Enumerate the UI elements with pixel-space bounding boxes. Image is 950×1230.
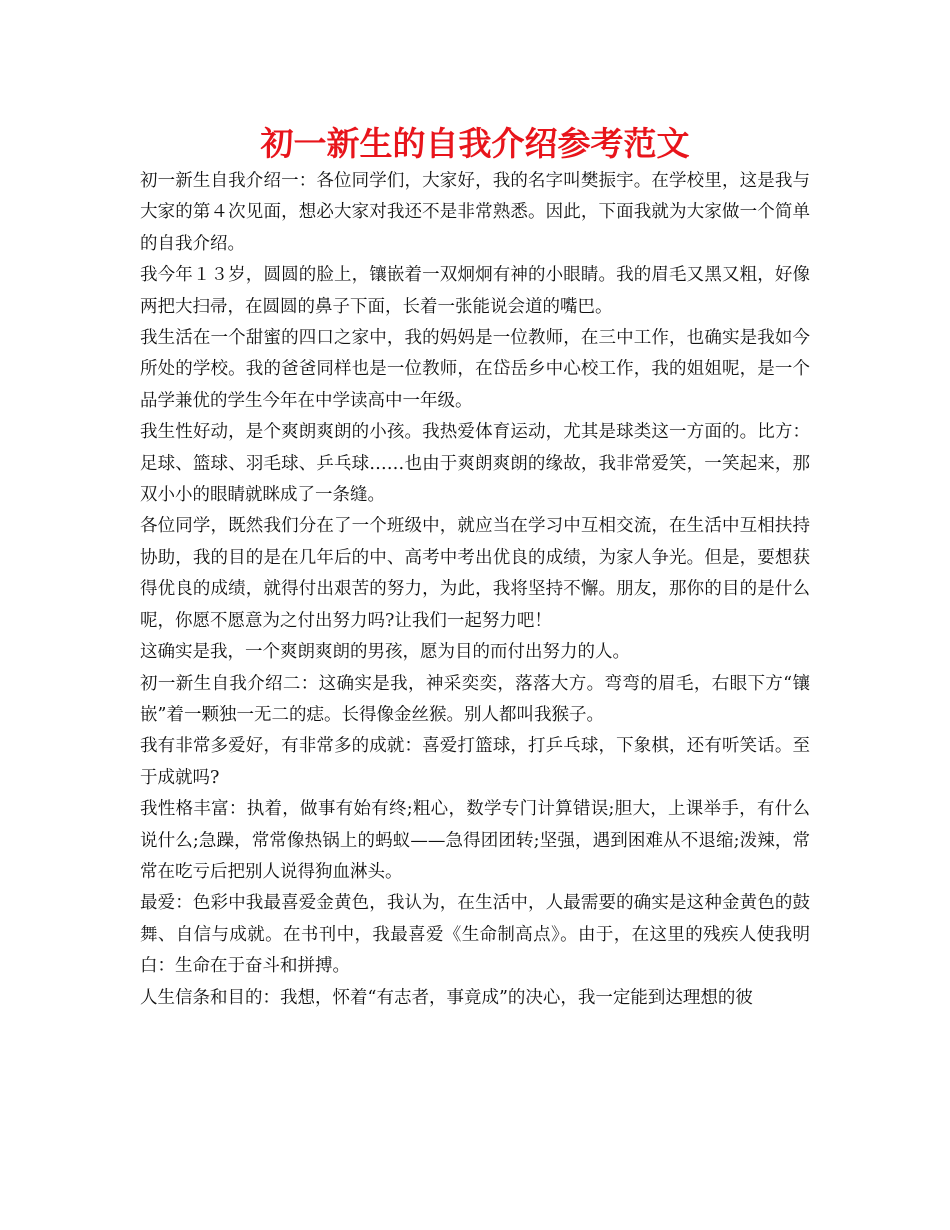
document-title: 初一新生的自我介绍参考范文 <box>260 124 690 163</box>
paragraph: 人生信条和目的：我想，怀着“有志者，事竟成”的决心，我一定能到达理想的彼 <box>140 987 753 1008</box>
paragraph: 初一新生自我介绍二：这确实是我，神采奕奕，落落大方。弯弯的眉毛，右眼下方“镶嵌”着一颗独一无二的痣。长得像金丝猴。别人都叫我猴子。 <box>140 673 810 725</box>
document-body <box>140 166 810 1014</box>
paragraph: 各位同学，既然我们分在了一个班级中，就应当在学习中互相交流，在生活中互相扶持协助，我的目的是在几年后的中、高考中考出优良的成绩，为家人争光。但是，要想获得优良的成绩，就得付出艰苦的努力，为此，我将坚持不懈。朋友，那你的目的是什么呢，你愿不愿意为之付出努力吗?让我们一起努力吧！ <box>140 516 810 631</box>
paragraph: 这确实是我，一个爽朗爽朗的男孩，愿为目的而付出努力的人。 <box>140 642 630 663</box>
paragraph: 我有非常多爱好，有非常多的成就：喜爱打篮球，打乒乓球，下象棋，还有听笑话。至于成就吗? <box>140 736 810 788</box>
paragraph: 我生活在一个甜蜜的四口之家中，我的妈妈是一位教师，在三中工作，也确实是我如今所处的学校。我的爸爸同样也是一位教师，在岱岳乡中心校工作，我的姐姐呢，是一个品学兼优的学生今年在中学读高中一年级。 <box>140 328 810 411</box>
paragraph: 我性格丰富：执着，做事有始有终;粗心，数学专门计算错误;胆大，上课举手，有什么说什么;急躁，常常像热锅上的蚂蚁——急得团团转;坚强，遇到困难从不退缩;泼辣，常常在吃亏后把别人说得狗血淋头。 <box>140 799 810 882</box>
paragraph: 最爱：色彩中我最喜爱金黄色，我认为，在生活中，人最需要的确实是这种金黄色的鼓舞、自信与成就。在书刊中，我最喜爱《生命制高点》。由于，在这里的残疾人使我明白：生命在于奋斗和拼搏。 <box>140 893 810 977</box>
paragraph: 我生性好动，是个爽朗爽朗的小孩。我热爱体育运动，尤其是球类这一方面的。比方：足球、篮球、羽毛球、乒乓球……也由于爽朗爽朗的缘故，我非常爱笑，一笑起来，那双小小的眼睛就眯成了一条缝。 <box>140 422 810 506</box>
paragraph: 初一新生自我介绍一：各位同学们，大家好，我的名字叫樊振宇。在学校里，这是我与大家的第４次见面，想必大家对我还不是非常熟悉。因此，下面我就为大家做一个简单的自我介绍。 <box>140 171 810 254</box>
paragraph: 我今年１３岁，圆圆的脸上，镶嵌着一双炯炯有神的小眼睛。我的眉毛又黑又粗，好像两把大扫帚，在圆圆的鼻子下面，长着一张能说会道的嘴巴。 <box>140 265 810 317</box>
